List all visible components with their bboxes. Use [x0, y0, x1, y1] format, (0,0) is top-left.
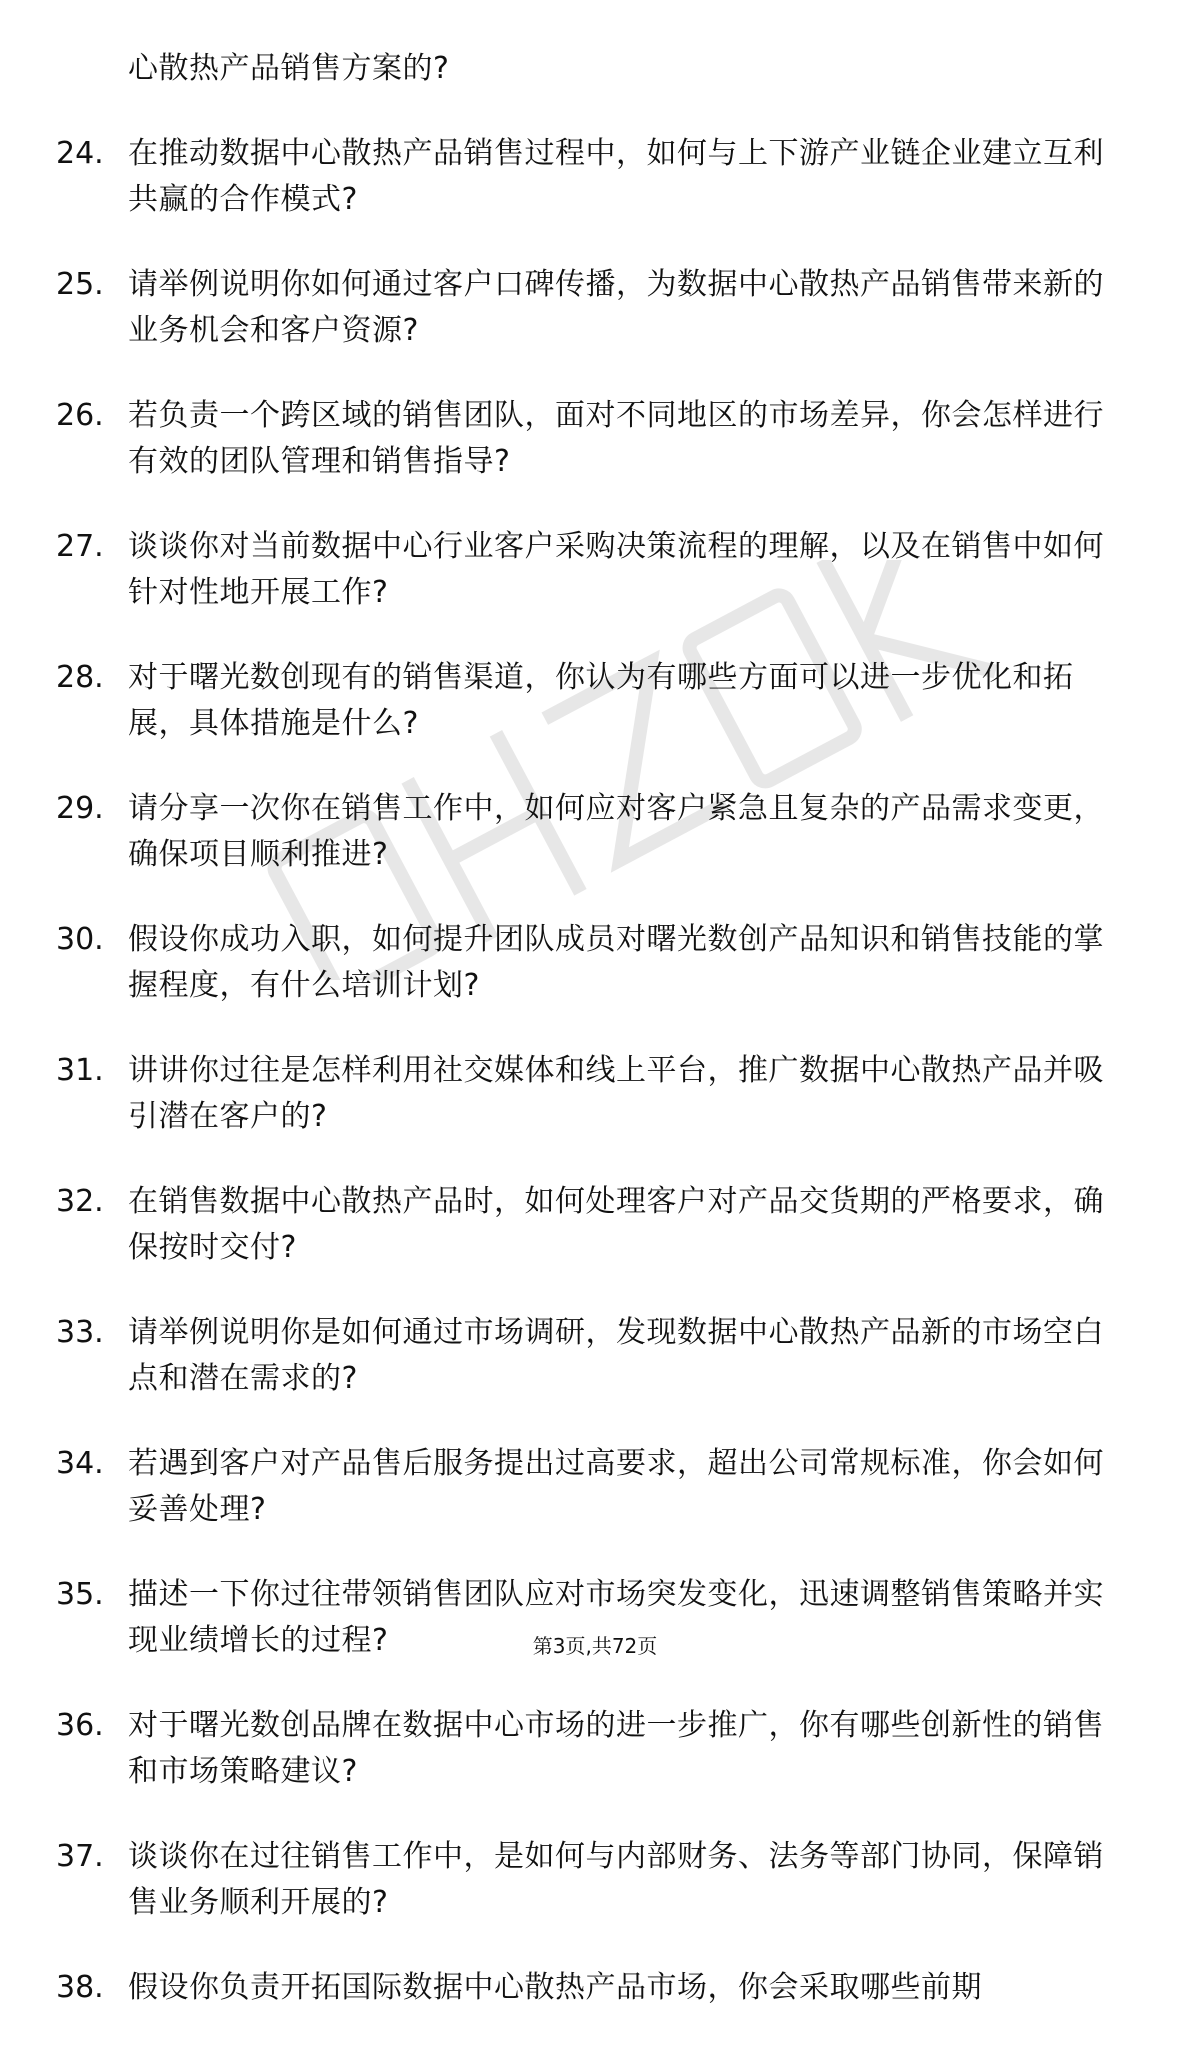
item-text: 讲讲你过往是怎样利用社交媒体和线上平台，推广数据中心散热产品并吸引潜在客户的?	[128, 1053, 1104, 1134]
question-list	[56, 46, 1116, 2050]
item-number: 25.	[56, 267, 104, 302]
item-number: 37.	[56, 1839, 104, 1874]
list-item	[56, 46, 1116, 92]
list-item	[56, 1310, 1116, 1402]
list-item	[56, 1179, 1116, 1271]
page-footer: 第3页,共72页	[532, 1634, 658, 1658]
item-number	[56, 46, 128, 92]
item-text: 请分享一次你在销售工作中，如何应对客户紧急且复杂的产品需求变更，确保项目顺利推进?	[128, 791, 1104, 872]
item-text: 若遇到客户对产品售后服务提出过高要求，超出公司常规标准，你会如何妥善处理?	[128, 1446, 1104, 1527]
item-text: 在推动数据中心散热产品销售过程中，如何与上下游产业链企业建立互利共赢的合作模式?	[128, 136, 1104, 217]
item-text: 请举例说明你如何通过客户口碑传播，为数据中心散热产品销售带来新的业务机会和客户资源?	[128, 267, 1104, 348]
item-number: 28.	[56, 660, 104, 695]
list-item	[56, 1048, 1116, 1140]
item-text: 在销售数据中心散热产品时，如何处理客户对产品交货期的严格要求，确保按时交付?	[128, 1184, 1104, 1265]
item-number: 29.	[56, 791, 104, 826]
item-text: 若负责一个跨区域的销售团队，面对不同地区的市场差异，你会怎样进行有效的团队管理和销售指导?	[128, 398, 1104, 479]
item-text: 心散热产品销售方案的?	[128, 51, 450, 86]
list-item	[56, 655, 1116, 747]
list-item	[56, 262, 1116, 354]
item-number: 24.	[56, 136, 104, 171]
item-number: 38.	[56, 1970, 104, 2005]
item-number: 33.	[56, 1315, 104, 1350]
list-item	[56, 786, 1116, 878]
item-number: 31.	[56, 1053, 104, 1088]
item-text: 谈谈你在过往销售工作中，是如何与内部财务、法务等部门协同，保障销售业务顺利开展的?	[128, 1839, 1104, 1920]
list-item	[56, 524, 1116, 616]
item-number: 27.	[56, 529, 104, 564]
list-item	[56, 917, 1116, 1009]
list-item	[56, 131, 1116, 223]
item-text: 对于曙光数创现有的销售渠道，你认为有哪些方面可以进一步优化和拓展，具体措施是什么?	[128, 660, 1074, 741]
item-number: 35.	[56, 1577, 104, 1612]
list-item	[56, 1441, 1116, 1533]
item-number: 36.	[56, 1708, 104, 1743]
item-number: 30.	[56, 922, 104, 957]
item-text: 假设你成功入职，如何提升团队成员对曙光数创产品知识和销售技能的掌握程度，有什么培训计划?	[128, 922, 1104, 1003]
item-text: 谈谈你对当前数据中心行业客户采购决策流程的理解，以及在销售中如何针对性地开展工作?	[128, 529, 1104, 610]
item-text: 对于曙光数创品牌在数据中心市场的进一步推广，你有哪些创新性的销售和市场策略建议?	[128, 1708, 1104, 1789]
list-item	[56, 1703, 1116, 1795]
item-text: 描述一下你过往带领销售团队应对市场突发变化，迅速调整销售策略并实现业绩增长的过程?	[128, 1577, 1104, 1658]
list-item	[56, 1965, 1116, 2011]
item-number: 34.	[56, 1446, 104, 1481]
list-item	[56, 1834, 1116, 1926]
item-number: 26.	[56, 398, 104, 433]
item-text: 假设你负责开拓国际数据中心散热产品市场，你会采取哪些前期	[128, 1970, 982, 2005]
list-item	[56, 393, 1116, 485]
item-number: 32.	[56, 1184, 104, 1219]
item-text: 请举例说明你是如何通过市场调研，发现数据中心散热产品新的市场空白点和潜在需求的?	[128, 1315, 1104, 1396]
